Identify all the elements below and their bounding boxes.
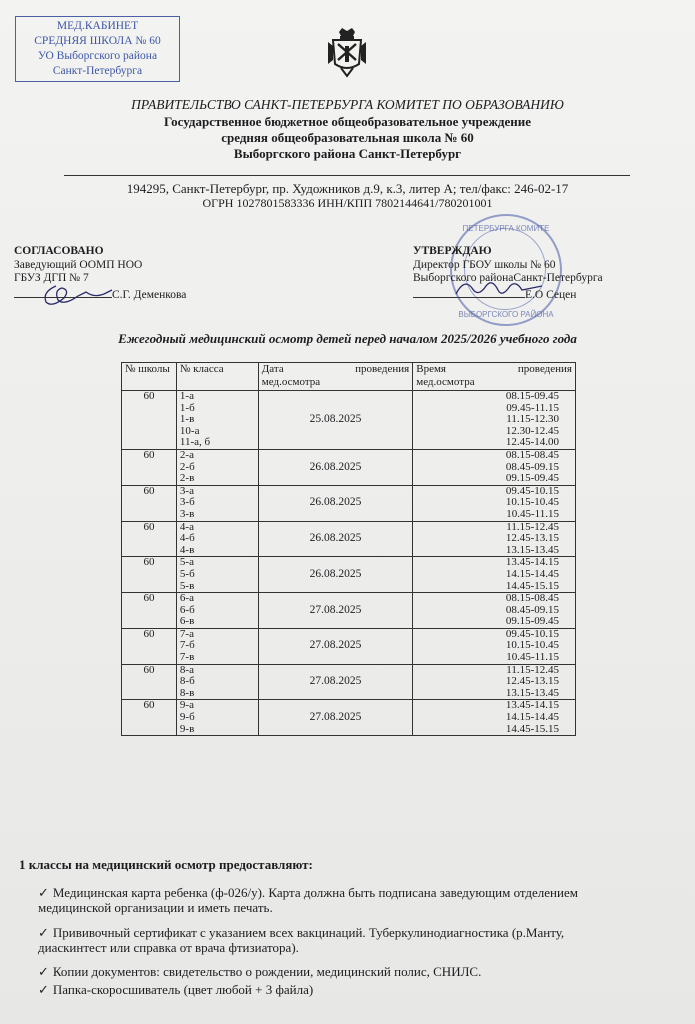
time-slot: 08.15-08.45	[505, 592, 559, 605]
table-body	[122, 391, 576, 736]
exam-date-cell: 27.08.2025	[258, 700, 412, 736]
class-name: 9-б	[179, 711, 195, 724]
time-slot: 14.45-15.15	[505, 722, 559, 735]
approval-title: СОГЛАСОВАНО	[14, 245, 104, 257]
requirement-item	[38, 964, 693, 979]
table-row	[122, 485, 576, 521]
exam-date-cell: 25.08.2025	[258, 391, 412, 450]
class-name: 9-а	[179, 699, 194, 712]
government-heading: ПРАВИТЕЛЬСТВО САНКТ-ПЕТЕРБУРГА КОМИТЕТ ПО ОБРАЗОВАНИЮ	[131, 97, 564, 112]
medical-office-stamp	[15, 16, 180, 82]
table-row	[122, 664, 576, 700]
time-slot: 11.15-12.45	[506, 663, 559, 676]
school-number-cell: 60	[122, 449, 177, 485]
table-row	[122, 521, 576, 557]
exam-times-cell	[413, 449, 576, 485]
approval-organization: ГБУЗ ДГП № 7	[14, 272, 89, 284]
time-slot: 12.30-12.45	[505, 424, 559, 437]
class-name: 3-а	[179, 484, 194, 497]
classes-cell	[176, 391, 258, 450]
class-name: 8-а	[179, 663, 194, 676]
time-slot: 09.15-09.45	[505, 615, 559, 628]
table-row	[122, 700, 576, 736]
signature-icon	[34, 278, 114, 312]
time-slot: 09.45-10.15	[505, 484, 559, 497]
time-slot: 12.45-14.00	[505, 436, 559, 449]
stamp-line: УО Выборгского района	[37, 50, 158, 62]
school-number-cell: 60	[122, 557, 177, 593]
school-number-cell: 60	[122, 664, 177, 700]
time-slot: 08.15-08.45	[505, 448, 559, 461]
exam-times-cell	[413, 391, 576, 450]
requirement-item	[38, 982, 693, 997]
classes-cell	[176, 521, 258, 557]
requirement-text: диаскинтест или справка от врача фтизиатора).	[38, 940, 299, 955]
time-slot: 13.15-13.45	[505, 543, 559, 556]
exam-date-cell: 26.08.2025	[258, 521, 412, 557]
requirement-text: Копии документов: свидетельство о рождении, медицинский полис, СНИЛС.	[52, 964, 482, 979]
requirement-item	[38, 885, 693, 915]
exam-times-cell	[413, 593, 576, 629]
requirement-text: Медицинская карта ребенка (ф-026/у). Карта должна быть подписана заведующим отделением	[52, 885, 578, 900]
class-name: 2-б	[179, 460, 195, 473]
approval-signer: Е.О Сецен	[525, 288, 577, 301]
exam-times-cell	[413, 628, 576, 664]
time-slot: 11.15-12.30	[506, 413, 559, 426]
approval-title: УТВЕРЖДАЮ	[413, 245, 492, 257]
classes-cell	[176, 557, 258, 593]
time-slot: 13.15-13.45	[505, 686, 559, 699]
classes-cell	[176, 664, 258, 700]
header-time	[413, 363, 576, 391]
class-name: 11-а, б	[179, 436, 211, 449]
header-text: проведения	[517, 363, 572, 375]
stamp-line: СРЕДНЯЯ ШКОЛА № 60	[34, 35, 161, 47]
approval-position: Заведующий ООМП НОО	[14, 258, 143, 271]
classes-cell	[176, 593, 258, 629]
table-row	[122, 557, 576, 593]
time-slot: 08.15-09.45	[505, 390, 559, 402]
school-number-cell: 60	[122, 593, 177, 629]
school-number-cell: 60	[122, 485, 177, 521]
exam-date-cell: 27.08.2025	[258, 628, 412, 664]
school-number-cell: 60	[122, 391, 177, 450]
checkmark-icon: ✓	[38, 964, 49, 979]
table-header-row	[122, 363, 576, 391]
exam-date-cell: 26.08.2025	[258, 557, 412, 593]
header-class: № класса	[176, 363, 258, 391]
class-name: 2-в	[179, 472, 195, 485]
approval-organization: Выборгского районаСанкт-Петербурга	[413, 272, 603, 284]
class-name: 5-б	[179, 567, 195, 580]
requirement-text: медицинской организации и иметь печать.	[38, 900, 273, 915]
time-slot: 10.15-10.45	[505, 496, 559, 509]
table-row	[122, 391, 576, 450]
class-name: 10-а	[179, 424, 200, 437]
checkmark-icon: ✓	[38, 925, 49, 940]
approval-signer: С.Г. Деменкова	[112, 288, 187, 301]
exam-times-cell	[413, 557, 576, 593]
time-slot: 12.45-13.15	[505, 675, 559, 688]
time-slot: 08.45-09.15	[505, 460, 559, 473]
exam-date-cell: 26.08.2025	[258, 449, 412, 485]
table-row	[122, 593, 576, 629]
class-name: 2-а	[179, 448, 194, 461]
class-name: 7-а	[179, 627, 194, 640]
organization-line: Государственное бюджетное общеобразовательное учреждение	[163, 114, 532, 129]
requirement-text: Папка-скоросшиватель (цвет любой + 3 файла)	[52, 982, 314, 997]
time-slot: 09.45-11.15	[506, 401, 559, 414]
time-slot: 09.45-10.15	[505, 627, 559, 640]
school-number-cell: 60	[122, 521, 177, 557]
classes-cell	[176, 449, 258, 485]
stamp-line: Санкт-Петербурга	[52, 65, 143, 77]
class-name: 8-в	[179, 686, 195, 699]
classes-cell	[176, 700, 258, 736]
time-slot: 10.15-10.45	[505, 639, 559, 652]
exam-times-cell	[413, 700, 576, 736]
class-name: 3-в	[179, 507, 195, 520]
requirement-item	[38, 925, 693, 955]
header-text: мед.осмотра	[261, 375, 321, 388]
header-school: № школы	[122, 363, 177, 391]
time-slot: 14.45-15.15	[505, 579, 559, 592]
class-name: 9-в	[179, 722, 195, 735]
class-name: 4-б	[179, 532, 195, 545]
exam-date-cell: 27.08.2025	[258, 593, 412, 629]
time-slot: 14.15-14.45	[505, 567, 559, 580]
class-name: 1-в	[179, 413, 195, 426]
stamp-text: ПЕТЕРБУРГА КОМИТЕ	[462, 224, 550, 233]
time-slot: 13.45-14.15	[505, 699, 559, 712]
checkmark-icon: ✓	[38, 982, 49, 997]
checkmark-icon: ✓	[38, 885, 49, 900]
time-slot: 14.15-14.45	[505, 711, 559, 724]
school-number-cell: 60	[122, 700, 177, 736]
class-name: 1-б	[179, 401, 195, 414]
exam-times-cell	[413, 664, 576, 700]
time-slot: 11.15-12.45	[506, 520, 559, 533]
document-title: Ежегодный медицинский осмотр детей перед началом 2025/2026 учебного года	[118, 331, 577, 346]
class-name: 3-б	[179, 496, 195, 509]
class-name: 4-в	[179, 543, 195, 556]
table-row	[122, 628, 576, 664]
registration-numbers: ОГРН 1027801583336 ИНН/КПП 7802144641/780201001	[202, 196, 493, 210]
stamp-line: МЕД.КАБИНЕТ	[56, 20, 139, 32]
signature-icon	[450, 272, 550, 306]
time-slot: 13.45-14.15	[505, 556, 559, 569]
organization-line: Выборгского района Санкт-Петербург	[233, 146, 462, 161]
time-slot: 08.45-09.15	[505, 603, 559, 616]
class-name: 8-б	[179, 675, 195, 688]
address: 194295, Санкт-Петербург, пр. Художников д.9, к.3, литер А; тел/факс: 246-02-17	[126, 181, 569, 196]
header-text: мед.осмотра	[416, 375, 475, 388]
time-slot: 10.45-11.15	[506, 651, 559, 664]
class-name: 5-в	[179, 579, 195, 592]
school-number-cell: 60	[122, 628, 177, 664]
exam-date-cell: 26.08.2025	[258, 485, 412, 521]
exam-date-cell: 27.08.2025	[258, 664, 412, 700]
header-text: проведения	[355, 363, 410, 375]
header-text: Время	[416, 363, 446, 375]
requirements-title: 1 классы на медицинский осмотр предоставляют:	[19, 857, 313, 872]
approval-position: Директор ГБОУ школы № 60	[413, 258, 556, 271]
class-name: 6-б	[179, 603, 195, 616]
organization-line: средняя общеобразовательная школа № 60	[221, 130, 474, 145]
class-name: 5-а	[179, 556, 194, 569]
class-name: 7-б	[179, 639, 195, 652]
time-slot: 12.45-13.15	[505, 532, 559, 545]
class-name: 4-а	[179, 520, 194, 533]
class-name: 6-в	[179, 615, 195, 628]
exam-times-cell	[413, 521, 576, 557]
exam-times-cell	[413, 485, 576, 521]
time-slot: 10.45-11.15	[506, 507, 559, 520]
time-slot: 09.15-09.45	[505, 472, 559, 485]
medical-exam-schedule-table	[121, 362, 576, 736]
header-date	[258, 363, 412, 391]
classes-cell	[176, 485, 258, 521]
class-name: 1-а	[179, 390, 194, 402]
header-text: Дата	[261, 363, 284, 375]
classes-cell	[176, 628, 258, 664]
class-name: 6-а	[179, 592, 194, 605]
st-petersburg-emblem-icon	[324, 26, 370, 78]
table-row	[122, 449, 576, 485]
stamp-text: ВЫБОРГСКОГО РАЙОНА	[458, 310, 554, 319]
header-divider	[64, 175, 630, 176]
class-name: 7-в	[179, 651, 195, 664]
requirement-text: Прививочный сертификат с указанием всех вакцинаций. Туберкулинодиагностика (р.Манту,	[52, 925, 565, 940]
